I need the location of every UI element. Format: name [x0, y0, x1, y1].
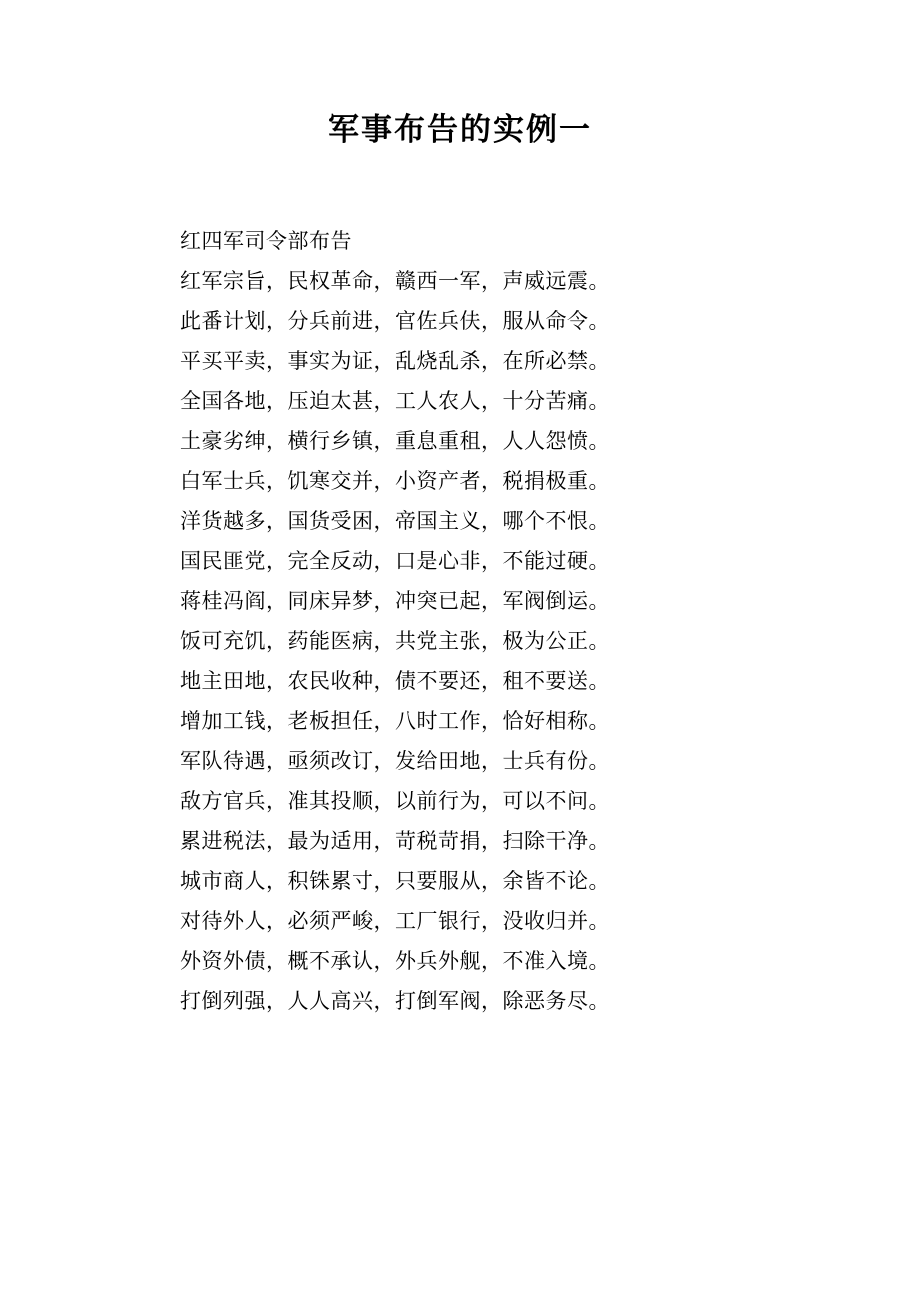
document-line: 外资外债，概不承认，外兵外舰，不准入境。 — [180, 949, 610, 974]
document-line: 城市商人，积铢累寸，只要服从，余皆不论。 — [180, 869, 610, 894]
document-line: 打倒列强，人人高兴，打倒军阀，除恶务尽。 — [180, 989, 610, 1014]
document-line: 地主田地，农民收种，债不要还，租不要送。 — [180, 669, 610, 694]
page-title: 军事布告的实例一 — [328, 112, 592, 148]
document-line: 增加工钱，老板担任，八时工作，恰好相称。 — [180, 709, 610, 734]
document-line: 饭可充饥，药能医病，共党主张，极为公正。 — [180, 629, 610, 654]
document-line: 平买平卖，事实为证，乱烧乱杀，在所必禁。 — [180, 349, 610, 374]
document-line: 此番计划，分兵前进，官佐兵伕，服从命令。 — [180, 309, 610, 334]
document-line: 军队待遇，亟须改订，发给田地，士兵有份。 — [180, 749, 610, 774]
document-line: 国民匪党，完全反动，口是心非，不能过硬。 — [180, 549, 610, 574]
document-line: 洋货越多，国货受困，帝国主义，哪个不恨。 — [180, 509, 610, 534]
document-line: 土豪劣绅，横行乡镇，重息重租，人人怨愤。 — [180, 429, 610, 454]
document-line: 白军士兵，饥寒交并，小资产者，税捐极重。 — [180, 469, 610, 494]
document-line: 对待外人，必须严峻，工厂银行，没收归并。 — [180, 909, 610, 934]
document-line: 蒋桂冯阎，同床异梦，冲突已起，军阀倒运。 — [180, 589, 610, 614]
document-heading: 红四军司令部布告 — [180, 229, 352, 254]
document-body — [0, 221, 920, 1021]
document-line: 敌方官兵，准其投顺，以前行为，可以不问。 — [180, 789, 610, 814]
document-line: 累进税法，最为适用，苛税苛捐，扫除干净。 — [180, 829, 610, 854]
document-line: 红军宗旨，民权革命，赣西一军，声威远震。 — [180, 269, 610, 294]
document-line: 全国各地，压迫太甚，工人农人，十分苦痛。 — [180, 389, 610, 414]
